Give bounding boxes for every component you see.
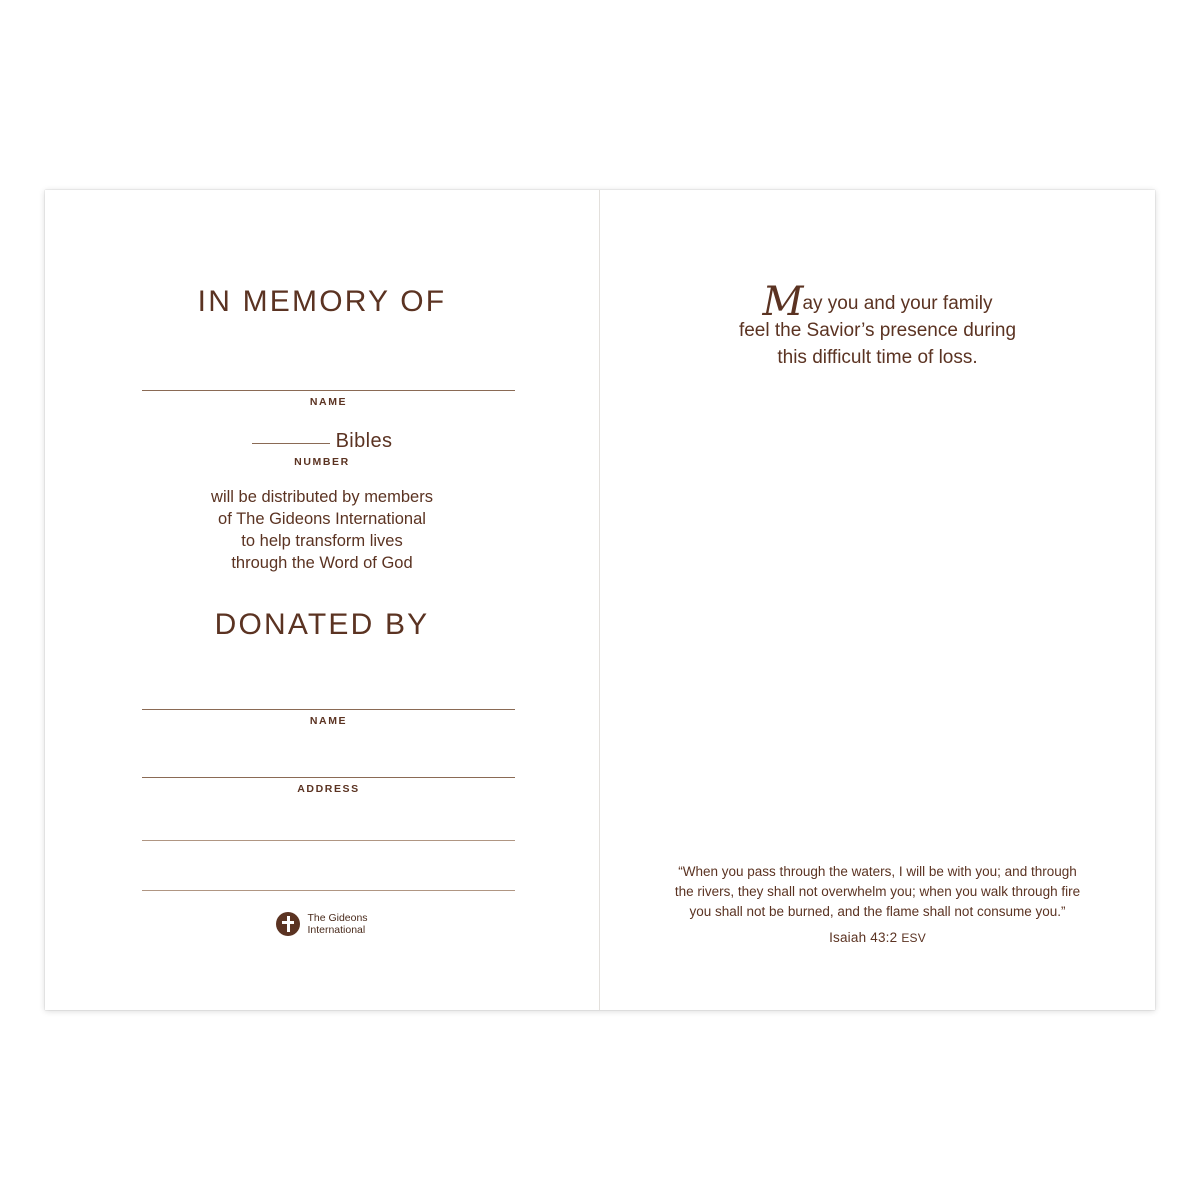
bibles-label: Bibles xyxy=(335,430,393,452)
message-first-line-rest: ay you and your family xyxy=(802,293,993,314)
memorial-card xyxy=(45,190,1155,1010)
number-of-bibles-row[interactable] xyxy=(45,430,599,453)
number-field-caption: NUMBER xyxy=(294,456,350,468)
in-memory-of-heading: IN MEMORY OF xyxy=(197,285,447,318)
donated-by-heading: DONATED BY xyxy=(214,608,430,641)
distribution-line-3: to help transform lives xyxy=(241,532,403,550)
distribution-line-2: of The Gideons International xyxy=(218,510,426,528)
gideons-logo-text xyxy=(307,912,367,936)
name-field-donor-caption: NAME xyxy=(309,715,348,727)
verse-line-2: the rivers, they shall not overwhelm you; when you walk through fire xyxy=(674,884,1081,899)
verse-line-3: you shall not be burned, and the flame shall not consume you.” xyxy=(689,904,1066,919)
gideons-logo-line-2: International xyxy=(307,924,366,936)
gideons-logo xyxy=(45,912,599,936)
condolence-message-line-2: feel the Savior’s presence during xyxy=(738,320,1017,341)
address-field-caption: ADDRESS xyxy=(297,783,360,795)
name-field-donor-rule xyxy=(142,709,515,710)
number-field-rule[interactable] xyxy=(252,443,330,444)
address-field-rule xyxy=(142,777,515,778)
address-field-line-2[interactable] xyxy=(142,840,515,841)
address-line-2-rule xyxy=(142,840,515,841)
scripture-verse xyxy=(625,862,1130,922)
address-line-3-rule xyxy=(142,890,515,891)
address-field-donor[interactable] xyxy=(142,777,515,795)
distribution-line-1: will be distributed by members xyxy=(211,488,433,506)
name-field-memory-caption: NAME xyxy=(309,396,348,408)
card-right-page xyxy=(600,190,1155,1010)
condolence-message-line-3: this difficult time of loss. xyxy=(777,347,978,368)
scripture-reference xyxy=(625,930,1130,945)
message-dropcap: M xyxy=(762,279,803,325)
scripture-reference-text: Isaiah 43:2 xyxy=(829,930,898,945)
gideons-logo-line-1: The Gideons xyxy=(307,912,368,924)
address-field-line-3[interactable] xyxy=(142,890,515,891)
name-field-memory[interactable] xyxy=(142,390,515,408)
gideons-cross-icon xyxy=(276,912,300,936)
card-left-page xyxy=(45,190,600,1010)
name-field-memory-rule xyxy=(142,390,515,391)
distribution-text xyxy=(45,486,599,574)
scripture-version: ESV xyxy=(901,931,926,945)
name-field-donor[interactable] xyxy=(142,709,515,727)
distribution-line-4: through the Word of God xyxy=(231,554,413,572)
verse-line-1: “When you pass through the waters, I will be with you; and through xyxy=(678,864,1077,879)
condolence-message-line-1 xyxy=(640,279,1115,325)
condolence-message xyxy=(640,279,1115,371)
